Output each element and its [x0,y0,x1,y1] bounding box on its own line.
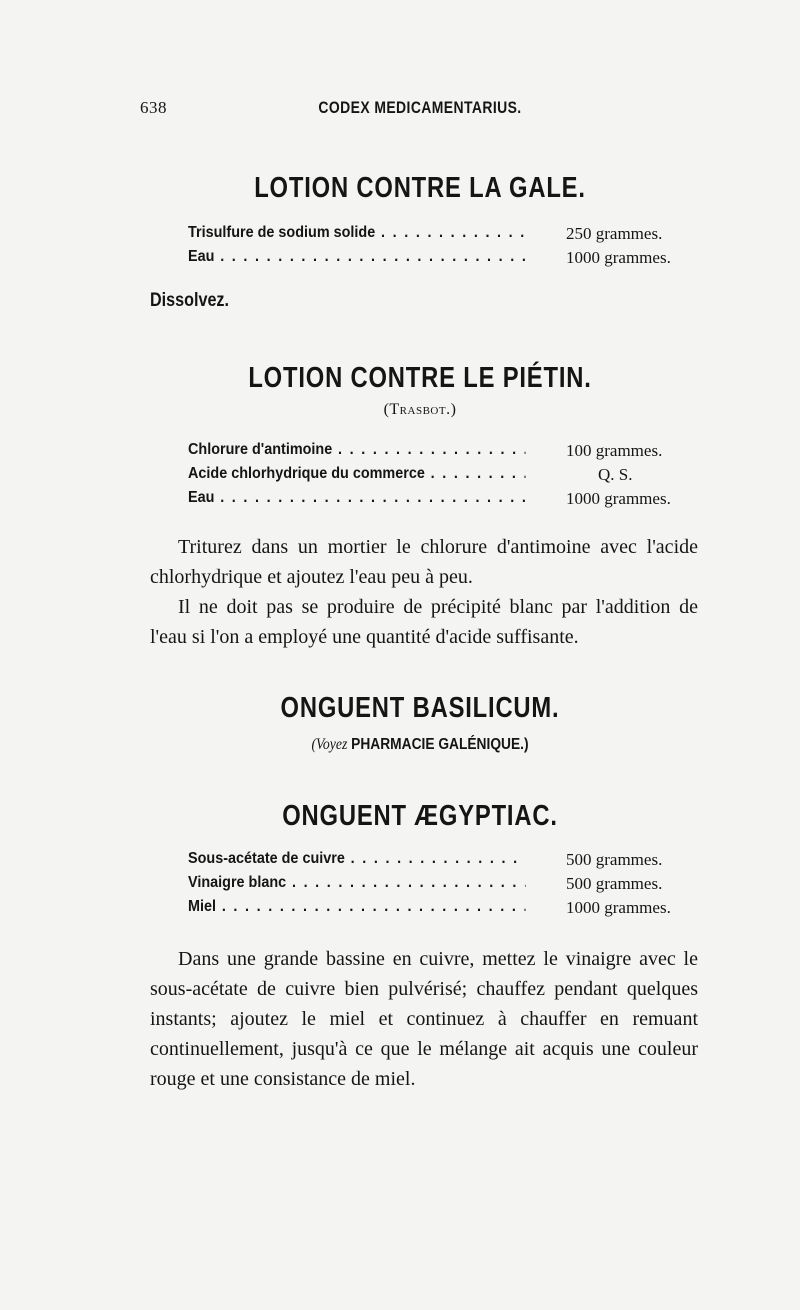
ingredient-name: Acide chlorhydrique du commerce . . . [188,465,526,483]
reference-prefix: (Voyez [311,736,348,753]
ingredient-quantity: 1000 grammes. [566,489,671,508]
instruction-dissolvez: Dissolvez. [150,290,229,311]
ingredient-row [188,489,688,513]
paragraph: Il ne doit pas se produire de précipité blanc par l'addition de l'eau si l'on a employé une quantité d'acide suffisante. [150,596,698,648]
ingredient-quantity: 1000 grammes. [566,248,671,267]
section-title-pietin: LOTION CONTRE LE PIÉTIN. [248,362,592,394]
ingredient-quantity: 100 grammes. [566,441,663,460]
author-credit: (Trasbot.) [383,401,457,418]
ingredient-row [188,874,688,898]
ingredient-quantity: Q. S. [598,465,633,484]
ingredient-name: Trisulfure de sodium solide . . . [188,224,526,242]
section-title-gale: LOTION CONTRE LA GALE. [254,172,586,204]
ingredient-quantity: 500 grammes. [566,850,663,869]
recipe-pietin [188,441,688,513]
ingredient-name: Eau . . . [188,248,526,266]
ingredient-name: Chlorure d'antimoine . . . [188,441,526,459]
ingredient-row [188,465,688,489]
section-title-basilicum: ONGUENT BASILICUM. [280,692,560,724]
ingredient-quantity: 250 grammes. [566,224,663,243]
page-header [140,98,700,122]
ingredient-row [188,898,688,922]
ingredient-row [188,224,688,248]
reference-text: PHARMACIE GALÉNIQUE.) [351,736,529,753]
ingredient-name: Miel . . . [188,898,526,916]
paragraph: Dans une grande bassine en cuivre, mettez le vinaigre avec le sous-acétate de cuivre bien pulvérisé; chauffez pendant quelques instants; ajoutez le miel et continuez à chauffer en remuant continuellement, jusqu'à ce que le mélange ait acquis une couleur rouge et une consistance de miel. [150,948,698,1090]
ingredient-name: Vinaigre blanc . . . [188,874,526,892]
ingredient-name: Sous-acétate de cuivre . . . [188,850,526,868]
ingredient-row [188,850,688,874]
ingredient-row [188,441,688,465]
recipe-aegyptiac [188,850,688,922]
ingredient-row [188,248,688,272]
ingredient-name: Eau . . . [188,489,526,507]
section-title-aegyptiac: ONGUENT ÆGYPTIAC. [282,800,558,832]
ingredient-quantity: 500 grammes. [566,874,663,893]
ingredient-quantity: 1000 grammes. [566,898,671,917]
paragraph: Triturez dans un mortier le chlorure d'antimoine avec l'acide chlorhydrique et ajoutez l'eau peu à peu. [150,536,698,588]
cross-reference [179,736,661,754]
recipe-gale [188,224,688,272]
page-number: 638 [140,98,167,117]
running-title: CODEX MEDICAMENTARIUS. [318,98,522,117]
